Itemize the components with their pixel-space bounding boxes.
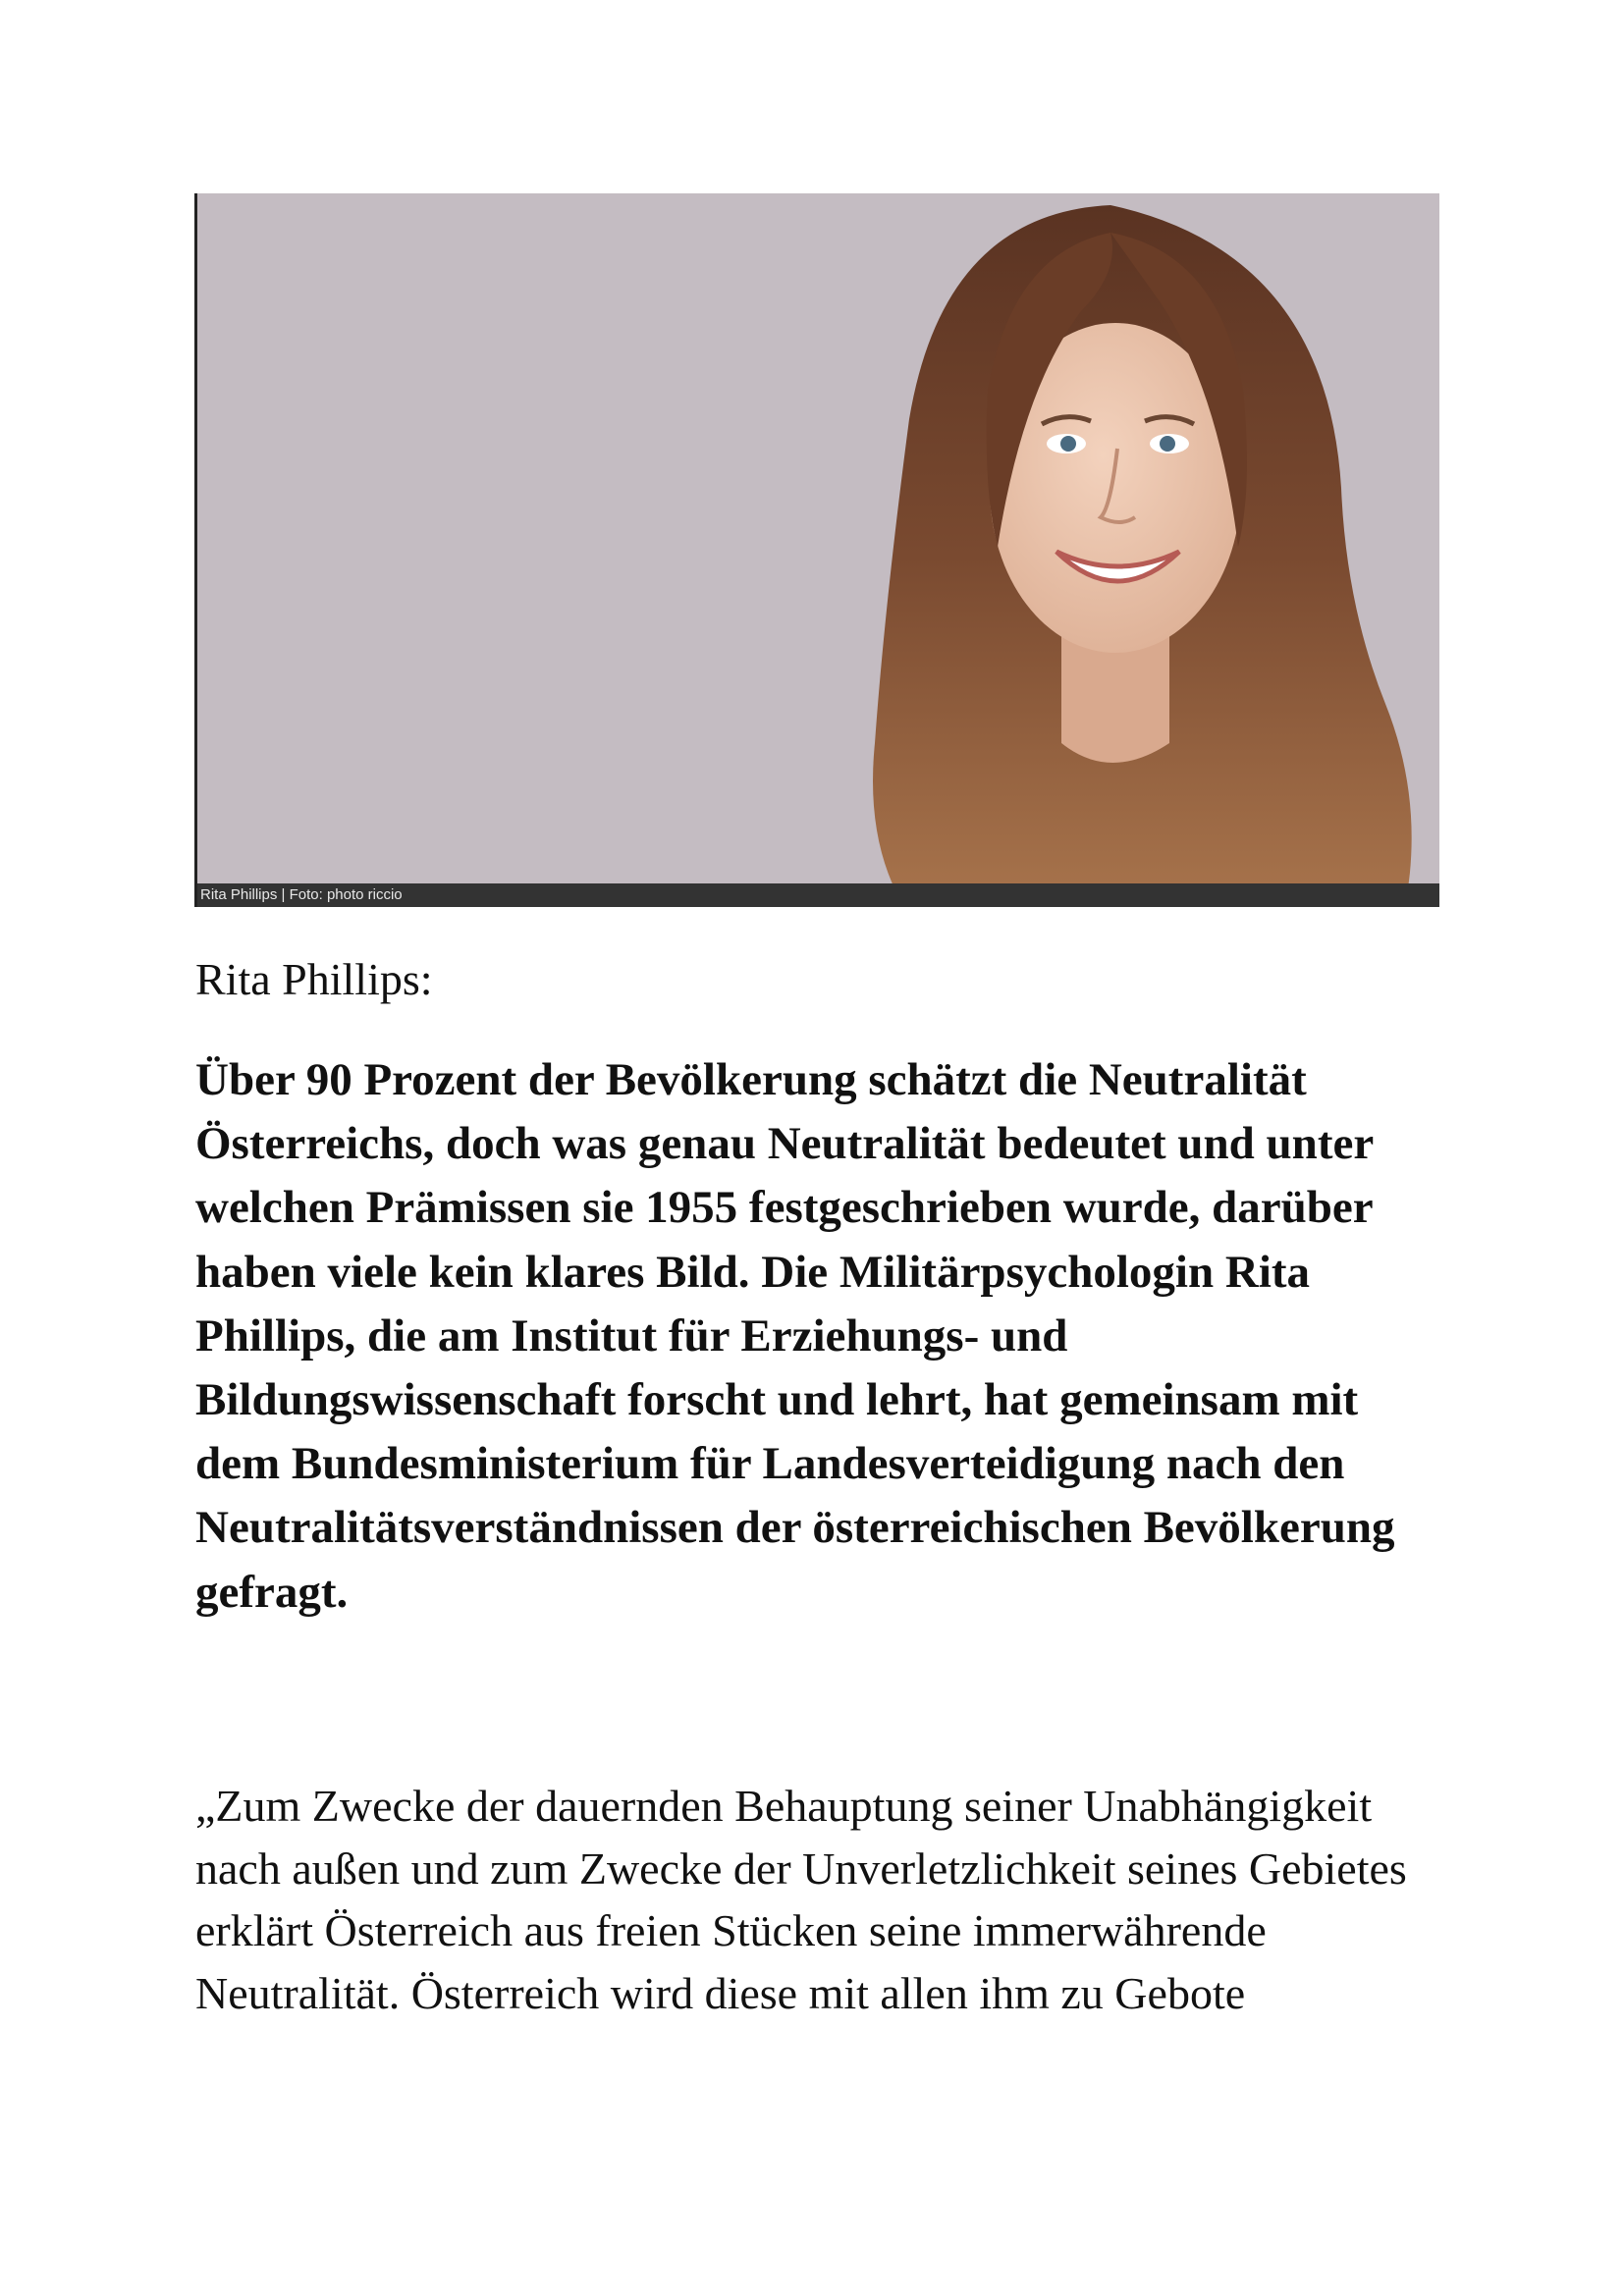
author-line: Rita Phillips: xyxy=(195,954,433,1004)
portrait-illustration xyxy=(197,193,1439,907)
portrait-photo xyxy=(194,193,1439,907)
quote-paragraph: „Zum Zwecke der dauernden Behauptung seiner Unabhängigkeit nach außen und zum Zwecke der Unverletzlichkeit seines Gebietes erklärt Österreich aus freien Stücken seine immerwährende Neutralität. Österreich wird diese mit allen ihm zu Gebote xyxy=(195,1781,1407,2018)
photo-caption: Rita Phillips | Foto: photo riccio xyxy=(197,883,1439,907)
lead-paragraph: Über 90 Prozent der Bevölkerung schätzt die Neutralität Österreichs, doch was genau Neutralität bedeutet und unter welchen Prämissen sie 1955 festgeschrieben wurde, darüber haben viele kein klares Bild. Die Militärpsychologin Rita Phillips, die am Institut für Erziehungs- und Bildungswissenschaft forscht und lehrt, hat gemeinsam mit dem Bundesministerium für Landesverteidigung nach den Neutralitätsverständnissen der österreichischen Bevölkerung gefragt. xyxy=(195,1054,1395,1618)
